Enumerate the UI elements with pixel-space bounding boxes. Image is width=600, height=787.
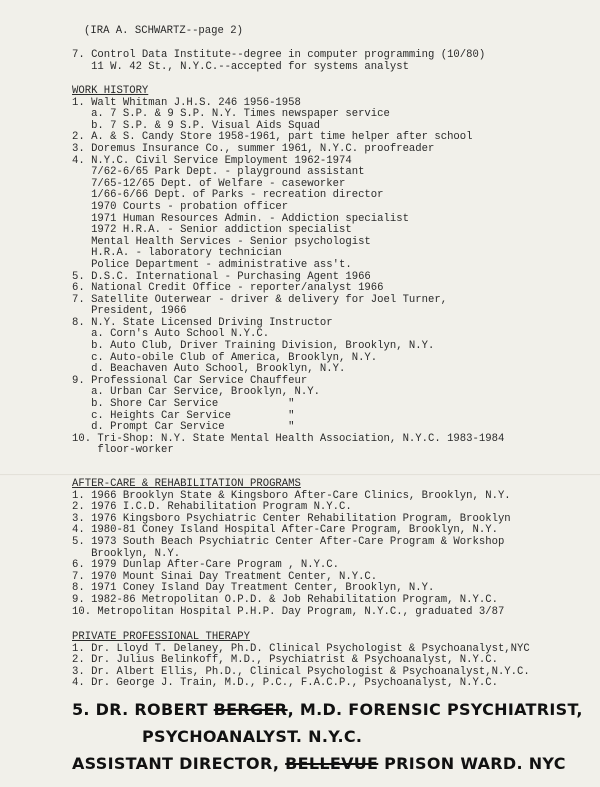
list-item: c. Auto-obile Club of America, Brooklyn, N.Y. [72, 351, 378, 364]
list-item: 9. Professional Car Service Chauffeur [72, 374, 308, 387]
list-item: 10. Tri-Shop: N.Y. State Mental Health Association, N.Y.C. 1983-1984 [72, 432, 505, 445]
handwritten-addendum [72, 696, 598, 777]
list-item: Brooklyn, N.Y. [72, 547, 181, 560]
list-item: 1. 1966 Brooklyn State & Kingsboro After-Care Clinics, Brooklyn, N.Y. [72, 489, 511, 502]
item-7-education [72, 50, 596, 73]
paper-fold [0, 474, 600, 476]
list-item: 1972 H.R.A. - Senior addiction specialist [72, 224, 352, 237]
list-item: 1/66-6/66 Dept. of Parks - recreation director [72, 189, 384, 202]
list-item: b. 7 S.P. & 9 S.P. Visual Aids Squad [72, 119, 320, 132]
list-item: 5. D.S.C. International - Purchasing Agent 1966 [72, 270, 371, 283]
aftercare-heading: AFTER-CARE & REHABILITATION PROGRAMS [72, 478, 301, 490]
list-item: 3. Dr. Albert Ellis, Ph.D., Clinical Psychologist & Psychoanalyst,N.Y.C. [72, 665, 530, 678]
list-item: 8. N.Y. State Licensed Driving Instructor [72, 316, 333, 329]
list-item: b. Shore Car Service " [72, 398, 295, 411]
education-line: 7. Control Data Institute--degree in computer programming (10/80) [72, 49, 486, 61]
handwritten-text: ASSISTANT DIRECTOR, [72, 754, 286, 773]
list-item: 1971 Human Resources Admin. - Addiction specialist [72, 212, 409, 225]
list-item: 2. 1976 I.C.D. Rehabilitation Program N.Y.C. [72, 501, 352, 514]
crossed-out-text: BELLEVUE [285, 754, 379, 773]
list-item: b. Auto Club, Driver Training Division, Brooklyn, N.Y. [72, 340, 435, 353]
handwritten-line [72, 696, 598, 723]
private-therapy-heading: PRIVATE PROFESSIONAL THERAPY [72, 631, 251, 643]
handwritten-line [72, 750, 598, 777]
list-item: Mental Health Services - Senior psychologist [72, 235, 371, 248]
list-item: 7. 1970 Mount Sinai Day Treatment Center, N.Y.C. [72, 570, 378, 583]
list-item: 1. Dr. Lloyd T. Delaney, Ph.D. Clinical Psychologist & Psychoanalyst,NYC [72, 642, 530, 655]
list-item: 1970 Courts - probation officer [72, 200, 289, 213]
list-item: Police Department - administrative ass't. [72, 258, 352, 271]
list-item: 4. Dr. George J. Train, M.D., P.C., F.A.C.P., Psychoanalyst, N.Y.C. [72, 677, 498, 690]
list-item: 6. National Credit Office - reporter/analyst 1966 [72, 282, 384, 295]
list-item: 7/62-6/65 Park Dept. - playground assistant [72, 166, 365, 179]
list-item: a. Corn's Auto School N.Y.C. [72, 328, 270, 341]
list-item: 7/65-12/65 Dept. of Welfare - caseworker [72, 177, 346, 190]
handwritten-text: PRISON WARD. NYC [378, 754, 566, 773]
education-line: 11 W. 42 St., N.Y.C.--accepted for systems analyst [72, 60, 409, 73]
list-item: H.R.A. - laboratory technician [72, 247, 282, 260]
list-item: 2. Dr. Julius Belinkoff, M.D., Psychiatrist & Psychoanalyst, N.Y.C. [72, 654, 498, 667]
list-item: a. 7 S.P. & 9 S.P. N.Y. Times newspaper service [72, 108, 390, 121]
list-item: 4. 1980-81 Coney Island Hospital After-Care Program, Brooklyn, N.Y. [72, 524, 498, 537]
list-item: d. Beachaven Auto School, Brooklyn, N.Y. [72, 363, 346, 376]
list-item: 2. A. & S. Candy Store 1958-1961, part time helper after school [72, 131, 473, 144]
list-item: floor-worker [72, 444, 174, 457]
list-item: 8. 1971 Coney Island Day Treatment Center, Brooklyn, N.Y. [72, 582, 435, 595]
handwritten-text: , M.D. FORENSIC PSYCHIATRIST, [287, 700, 583, 719]
list-item: 4. N.Y.C. Civil Service Employment 1962-1974 [72, 154, 352, 167]
list-item: a. Urban Car Service, Brooklyn, N.Y. [72, 386, 320, 399]
page-header: (IRA A. SCHWARTZ--page 2) [84, 25, 243, 37]
list-item: 5. 1973 South Beach Psychiatric Center After-Care Program & Workshop [72, 535, 505, 548]
aftercare-section [72, 479, 596, 618]
list-item: 7. Satellite Outerwear - driver & delivery for Joel Turner, [72, 293, 448, 306]
work-history-section [72, 86, 596, 457]
list-item: 10. Metropolitan Hospital P.H.P. Day Program, N.Y.C., graduated 3/87 [72, 605, 505, 618]
handwritten-line: PSYCHOANALYST. N.Y.C. [142, 727, 363, 746]
private-therapy-section [72, 632, 596, 690]
list-item: 1. Walt Whitman J.H.S. 246 1956-1958 [72, 96, 301, 109]
list-item: c. Heights Car Service " [72, 409, 295, 422]
list-item: President, 1966 [72, 305, 187, 318]
list-item: 9. 1982-86 Metropolitan O.P.D. & Job Rehabilitation Program, N.Y.C. [72, 593, 498, 606]
list-item: 6. 1979 Dunlap After-Care Program , N.Y.C. [72, 559, 340, 572]
list-item: 3. Doremus Insurance Co., summer 1961, N.Y.C. proofreader [72, 142, 435, 155]
list-item: d. Prompt Car Service " [72, 421, 295, 434]
list-item: 3. 1976 Kingsboro Psychiatric Center Rehabilitation Program, Brooklyn [72, 512, 511, 525]
work-history-heading: WORK HISTORY [72, 85, 149, 97]
handwritten-text: 5. DR. ROBERT [72, 700, 214, 719]
crossed-out-text: BERGER [213, 700, 288, 719]
